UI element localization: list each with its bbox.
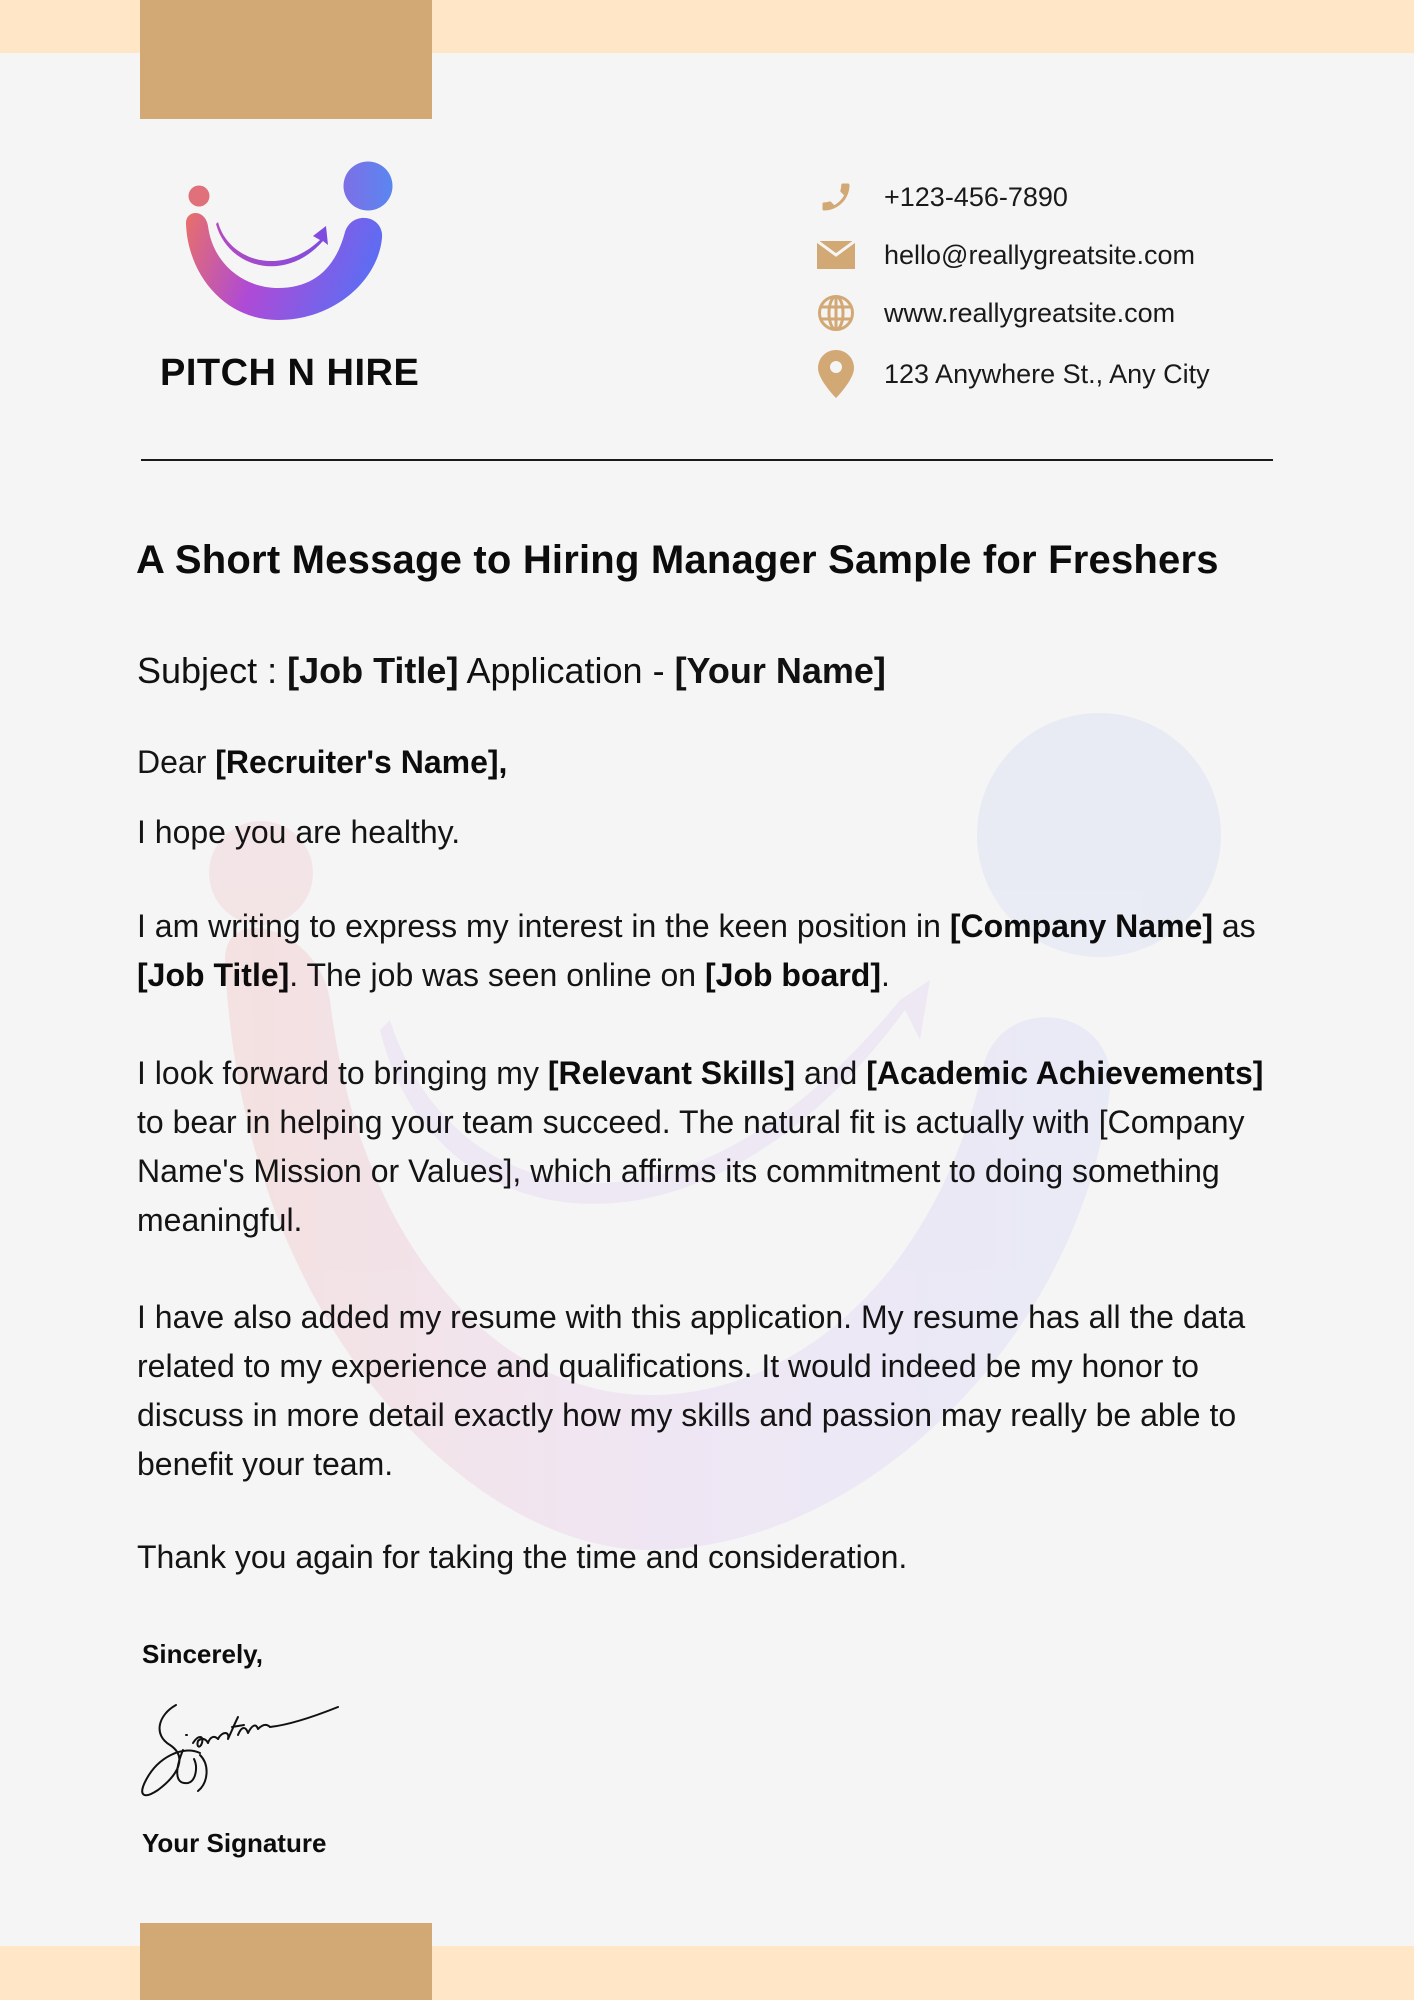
placeholder-job-board: [Job board] — [704, 957, 881, 993]
letter-title: A Short Message to Hiring Manager Sample for Freshers — [136, 538, 1219, 582]
brand-name: PITCH N HIRE — [160, 352, 420, 394]
signature-image — [138, 1695, 353, 1805]
signature-name: Your Signature — [142, 1828, 327, 1858]
paragraph-skills — [137, 1049, 1287, 1245]
text-span: . The job was seen online on — [289, 957, 705, 993]
text-span: and — [795, 1055, 867, 1091]
brand-logo-icon — [175, 155, 400, 330]
mail-icon — [816, 231, 856, 279]
bottom-accent-tab — [140, 1923, 432, 2000]
subject-job-title: [Job Title] — [287, 650, 459, 691]
text-span: . — [880, 957, 890, 993]
street-address: 123 Anywhere St., Any City — [884, 358, 1210, 389]
contact-phone — [816, 168, 1336, 226]
location-pin-icon — [816, 350, 856, 398]
subject-line — [137, 650, 886, 692]
phone-icon — [816, 173, 856, 221]
greeting-line: I hope you are healthy. — [137, 814, 461, 850]
recruiter-name: [Recruiter's Name], — [215, 744, 508, 780]
text-span: I am writing to express my interest in the keen position in — [137, 908, 950, 944]
contact-website — [816, 284, 1336, 342]
contact-address — [816, 342, 1336, 406]
contact-email — [816, 226, 1336, 284]
text-span: to bear in helping your team succeed. The natural fit is actually with [Company Name's Mission or Values], which affirms its commitment to doing something meaningful. — [137, 1104, 1245, 1238]
paragraph-interest — [137, 902, 1287, 1000]
placeholder-academic-achievements: [Academic Achievements] — [866, 1055, 1264, 1091]
email-address[interactable]: hello@reallygreatsite.com — [884, 239, 1196, 270]
paragraph-resume: I have also added my resume with this application. My resume has all the data related to my experience and qualifications. It would indeed be my honor to discuss in more detail exactly how my skills and passion may really be able to benefit your team. — [137, 1299, 1246, 1482]
text-span: I look forward to bringing my — [137, 1055, 548, 1091]
top-accent-tab — [140, 0, 432, 119]
globe-icon — [816, 289, 856, 337]
header-divider — [141, 459, 1273, 461]
text-span: as — [1212, 908, 1256, 944]
subject-your-name: [Your Name] — [674, 650, 886, 691]
contact-list — [816, 168, 1336, 406]
website-url[interactable]: www.reallygreatsite.com — [884, 297, 1176, 328]
phone-number[interactable]: +123-456-7890 — [884, 181, 1068, 212]
subject-label: Subject : — [137, 650, 288, 691]
salutation-prefix: Dear — [137, 744, 216, 780]
salutation — [137, 738, 1287, 787]
subject-middle: Application - — [458, 650, 675, 691]
placeholder-company-name: [Company Name] — [949, 908, 1213, 944]
placeholder-relevant-skills: [Relevant Skills] — [547, 1055, 796, 1091]
paragraph-thanks: Thank you again for taking the time and consideration. — [137, 1539, 908, 1575]
closing-line: Sincerely, — [142, 1639, 263, 1669]
placeholder-job-title: [Job Title] — [137, 957, 290, 993]
